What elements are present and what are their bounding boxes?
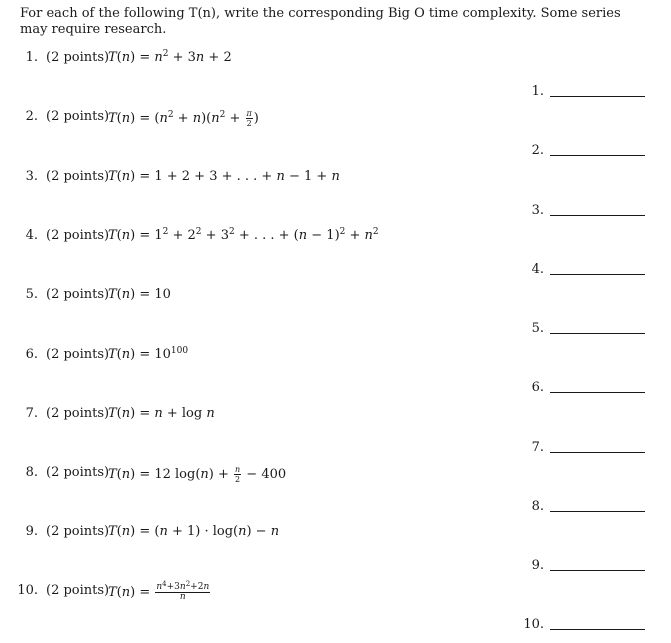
answer-blank-3[interactable] [510, 203, 655, 221]
question-number: 2. [25, 109, 38, 124]
answer-label: 9. [531, 558, 544, 573]
question-expression: T(n) = 10 [108, 287, 171, 302]
question-number: 3. [25, 169, 38, 184]
question-number: 5. [25, 287, 38, 302]
answer-blank-7[interactable] [510, 440, 655, 458]
answer-blank-6[interactable] [510, 380, 655, 398]
answer-blank-2[interactable] [510, 143, 655, 161]
answer-label: 4. [531, 262, 544, 277]
question-points: (2 points) [46, 406, 110, 421]
answer-blank-1[interactable] [510, 84, 655, 102]
answer-blank-9[interactable] [510, 558, 655, 576]
question-expression: T(n) = $\frac{n^4+3n^2+2n}{n}$ [108, 580, 210, 602]
answer-line [550, 629, 645, 630]
question-number: 8. [25, 465, 38, 480]
question-points: (2 points) [46, 465, 110, 480]
answer-blank-8[interactable] [510, 499, 655, 517]
instructions-text: For each of the following T(n), write the corresponding Big O time complexity. Some series may require research. [20, 6, 621, 37]
question-expression: T(n) = n + log n [108, 406, 215, 421]
answer-label: 6. [531, 380, 544, 395]
question-expression: T(n) = 1 + 2 + 3 + . . . + n − 1 + n [108, 169, 340, 184]
answer-blank-5[interactable] [510, 321, 655, 339]
answer-label: 5. [531, 321, 544, 336]
question-points: (2 points) [46, 169, 110, 184]
answer-line [550, 333, 645, 334]
answer-blank-10[interactable] [510, 617, 655, 635]
question-expression: T(n) = (n + 1) · log(n) − n [108, 524, 280, 539]
question-points: (2 points) [46, 109, 110, 124]
answer-label: 3. [531, 203, 544, 218]
question-number: 10. [17, 583, 38, 598]
answer-label: 10. [523, 617, 544, 632]
question-expression: T(n) = 12 log(n) + $\frac{n}{2}$ − 400 [108, 465, 287, 484]
answer-label: 2. [531, 143, 544, 158]
answer-line [550, 392, 645, 393]
answer-label: 1. [531, 84, 544, 99]
question-points: (2 points) [46, 50, 110, 65]
question-points: (2 points) [46, 347, 110, 362]
answer-line [550, 511, 645, 512]
question-points: (2 points) [46, 228, 110, 243]
answer-line [550, 155, 645, 156]
question-expression: $T(n) = 10^{100}$ [108, 346, 189, 362]
answer-label: 7. [531, 440, 544, 455]
question-number: 4. [25, 228, 38, 243]
question-points: (2 points) [46, 583, 110, 598]
answer-line [550, 274, 645, 275]
answer-line [550, 570, 645, 571]
answer-blank-4[interactable] [510, 262, 655, 280]
question-number: 1. [25, 50, 38, 65]
question-expression: $T(n) = (n^2 + n)(n^2$ + $\frac{\pi}{2}$ ) [108, 109, 259, 128]
question-number: 9. [25, 524, 38, 539]
question-expression: $T(n) = n^2 + 3n + 2$ [108, 49, 232, 65]
question-expression: $T(n) = 1^2 + 2^2 + 3^2$ + . . . + $(n - 1)^2 + n^2$ [108, 227, 379, 243]
answer-line [550, 96, 645, 97]
question-points: (2 points) [46, 524, 110, 539]
answer-line [550, 215, 645, 216]
answer-label: 8. [531, 499, 544, 514]
answer-line [550, 452, 645, 453]
question-number: 7. [25, 406, 38, 421]
question-number: 6. [25, 347, 38, 362]
question-points: (2 points) [46, 287, 110, 302]
